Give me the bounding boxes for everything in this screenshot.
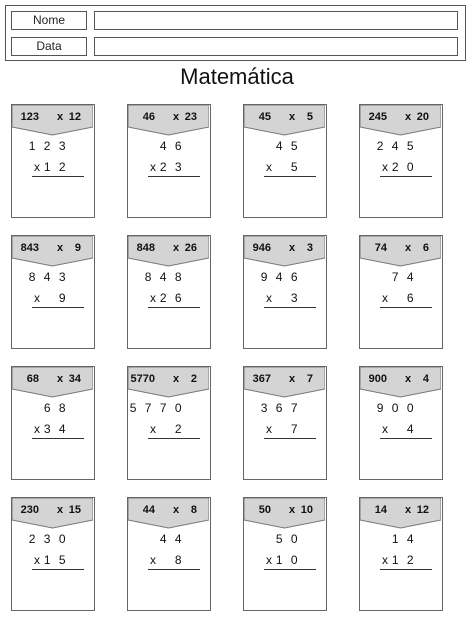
expression-second-number: 26 xyxy=(184,242,197,254)
multiplier: 9 xyxy=(58,291,68,305)
problem-card xyxy=(11,497,95,611)
multiply-sign: x xyxy=(382,553,388,567)
multiplier: 6 xyxy=(406,291,416,305)
multiply-sign: x xyxy=(382,291,388,305)
answer-line xyxy=(264,307,316,308)
problem-expression xyxy=(128,241,209,255)
date-label: Data xyxy=(11,37,87,56)
multiplier: 1 0 xyxy=(275,553,300,567)
multiply-sign: x xyxy=(150,422,156,436)
multiplicand: 2 4 5 xyxy=(376,139,416,153)
expression-first-number: 46 xyxy=(142,111,155,123)
answer-line xyxy=(264,438,316,439)
problem-expression xyxy=(360,110,441,124)
multiply-sign: x xyxy=(382,422,388,436)
expression-operator: x xyxy=(57,111,64,123)
expression-operator: x xyxy=(289,111,296,123)
problem-expression xyxy=(128,372,209,386)
problem-expression xyxy=(360,372,441,386)
problem-header-tab xyxy=(360,498,441,529)
expression-operator: x xyxy=(57,504,64,516)
problem-expression xyxy=(12,241,93,255)
expression-operator: x xyxy=(405,504,412,516)
expression-operator: x xyxy=(57,242,64,254)
problem-expression xyxy=(244,372,325,386)
multiplier: 8 xyxy=(174,553,184,567)
expression-first-number: 848 xyxy=(136,242,155,254)
multiply-sign: x xyxy=(266,160,272,174)
multiplicand: 9 0 0 xyxy=(376,401,416,415)
multiplier: 3 4 xyxy=(43,422,68,436)
expression-first-number: 900 xyxy=(368,373,387,385)
problem-expression xyxy=(244,110,325,124)
expression-second-number: 15 xyxy=(68,504,81,516)
problem-header-tab xyxy=(244,498,325,529)
problem-card xyxy=(359,366,443,480)
expression-operator: x xyxy=(173,504,180,516)
multiplier: 2 xyxy=(174,422,184,436)
expression-operator: x xyxy=(289,242,296,254)
problem-header-tab xyxy=(12,498,93,529)
answer-line xyxy=(380,569,432,570)
expression-first-number: 74 xyxy=(374,242,387,254)
expression-second-number: 6 xyxy=(422,242,429,254)
multiplier: 1 2 xyxy=(43,160,68,174)
problem-expression xyxy=(128,110,209,124)
expression-second-number: 8 xyxy=(190,504,197,516)
expression-second-number: 3 xyxy=(306,242,313,254)
problem-header-tab xyxy=(128,105,209,136)
multiplier: 3 xyxy=(290,291,300,305)
problem-header-tab xyxy=(128,367,209,398)
expression-second-number: 20 xyxy=(416,111,429,123)
multiplier: 5 xyxy=(290,160,300,174)
answer-line xyxy=(32,438,84,439)
problem-header-tab xyxy=(128,498,209,529)
answer-line xyxy=(264,176,316,177)
problem-card xyxy=(359,235,443,349)
expression-first-number: 230 xyxy=(20,504,39,516)
multiply-sign: x xyxy=(382,160,388,174)
problem-header-tab xyxy=(244,367,325,398)
problem-header-tab xyxy=(244,236,325,267)
expression-first-number: 946 xyxy=(252,242,271,254)
multiplier: 4 xyxy=(406,422,416,436)
multiplicand: 2 3 0 xyxy=(28,532,68,546)
multiplier: 1 2 xyxy=(391,553,416,567)
expression-second-number: 23 xyxy=(184,111,197,123)
problem-card xyxy=(11,235,95,349)
multiply-sign: x xyxy=(34,553,40,567)
problem-card xyxy=(11,366,95,480)
multiplicand: 6 8 xyxy=(43,401,68,415)
expression-first-number: 50 xyxy=(258,504,271,516)
problem-header-tab xyxy=(360,367,441,398)
multiplicand: 4 5 xyxy=(275,139,300,153)
problem-card xyxy=(127,104,211,218)
answer-line xyxy=(148,438,200,439)
problem-expression xyxy=(12,503,93,517)
problem-header-tab xyxy=(360,236,441,267)
header-box xyxy=(5,5,466,61)
multiplier: 2 3 xyxy=(159,160,184,174)
answer-line xyxy=(380,176,432,177)
problem-expression xyxy=(244,241,325,255)
problem-card xyxy=(243,235,327,349)
multiply-sign: x xyxy=(266,422,272,436)
problem-card xyxy=(359,104,443,218)
multiply-sign: x xyxy=(150,553,156,567)
multiplicand: 8 4 3 xyxy=(28,270,68,284)
expression-operator: x xyxy=(289,504,296,516)
expression-first-number: 44 xyxy=(142,504,155,516)
expression-operator: x xyxy=(173,111,180,123)
expression-operator: x xyxy=(173,373,180,385)
problem-card xyxy=(359,497,443,611)
problem-expression xyxy=(12,110,93,124)
problem-card xyxy=(243,366,327,480)
multiply-sign: x xyxy=(266,553,272,567)
expression-second-number: 12 xyxy=(416,504,429,516)
expression-second-number: 4 xyxy=(422,373,429,385)
answer-line xyxy=(32,569,84,570)
expression-first-number: 843 xyxy=(20,242,39,254)
multiplicand: 1 4 xyxy=(391,532,416,546)
expression-second-number: 34 xyxy=(68,373,81,385)
multiply-sign: x xyxy=(34,291,40,305)
problem-header-tab xyxy=(12,105,93,136)
expression-first-number: 14 xyxy=(374,504,387,516)
multiply-sign: x xyxy=(34,422,40,436)
answer-line xyxy=(148,569,200,570)
problem-card xyxy=(127,366,211,480)
answer-line xyxy=(380,438,432,439)
expression-first-number: 45 xyxy=(258,111,271,123)
problem-card xyxy=(243,497,327,611)
answer-line xyxy=(148,307,200,308)
problem-expression xyxy=(128,503,209,517)
expression-second-number: 7 xyxy=(306,373,313,385)
problem-expression xyxy=(360,503,441,517)
problem-header-tab xyxy=(128,236,209,267)
multiplicand: 5 0 xyxy=(275,532,300,546)
multiply-sign: x xyxy=(34,160,40,174)
page-title: Matemática xyxy=(180,64,294,89)
expression-first-number: 245 xyxy=(368,111,387,123)
name-label: Nome xyxy=(11,11,87,30)
name-field[interactable] xyxy=(94,11,458,30)
multiply-sign: x xyxy=(266,291,272,305)
multiplier: 1 5 xyxy=(43,553,68,567)
problem-card xyxy=(127,497,211,611)
multiplicand: 8 4 8 xyxy=(144,270,184,284)
multiplicand: 3 6 7 xyxy=(260,401,300,415)
date-field[interactable] xyxy=(94,37,458,56)
multiplicand: 9 4 6 xyxy=(260,270,300,284)
multiplier: 7 xyxy=(290,422,300,436)
answer-line xyxy=(380,307,432,308)
multiplicand: 1 2 3 xyxy=(28,139,68,153)
problem-header-tab xyxy=(244,105,325,136)
expression-first-number: 367 xyxy=(252,373,271,385)
multiplicand: 7 4 xyxy=(391,270,416,284)
problem-header-tab xyxy=(12,236,93,267)
expression-first-number: 68 xyxy=(26,373,39,385)
expression-second-number: 5 xyxy=(306,111,313,123)
expression-operator: x xyxy=(405,111,412,123)
expression-operator: x xyxy=(289,373,296,385)
multiplicand: 5 7 7 0 xyxy=(129,401,184,415)
multiplier: 2 6 xyxy=(159,291,184,305)
expression-second-number: 2 xyxy=(190,373,197,385)
multiplicand: 4 6 xyxy=(159,139,184,153)
expression-operator: x xyxy=(405,373,412,385)
problem-card xyxy=(11,104,95,218)
expression-first-number: 123 xyxy=(20,111,39,123)
problem-expression xyxy=(360,241,441,255)
expression-first-number: 5770 xyxy=(130,373,155,385)
problem-expression xyxy=(12,372,93,386)
problem-card xyxy=(127,235,211,349)
problem-header-tab xyxy=(12,367,93,398)
problem-header-tab xyxy=(360,105,441,136)
expression-operator: x xyxy=(173,242,180,254)
expression-operator: x xyxy=(57,373,64,385)
expression-second-number: 10 xyxy=(300,504,313,516)
answer-line xyxy=(264,569,316,570)
answer-line xyxy=(32,176,84,177)
expression-second-number: 9 xyxy=(74,242,81,254)
problem-expression xyxy=(244,503,325,517)
multiplier: 2 0 xyxy=(391,160,416,174)
expression-second-number: 12 xyxy=(68,111,81,123)
problem-card xyxy=(243,104,327,218)
multiply-sign: x xyxy=(150,291,156,305)
multiply-sign: x xyxy=(150,160,156,174)
expression-operator: x xyxy=(405,242,412,254)
answer-line xyxy=(148,176,200,177)
multiplicand: 4 4 xyxy=(159,532,184,546)
answer-line xyxy=(32,307,84,308)
